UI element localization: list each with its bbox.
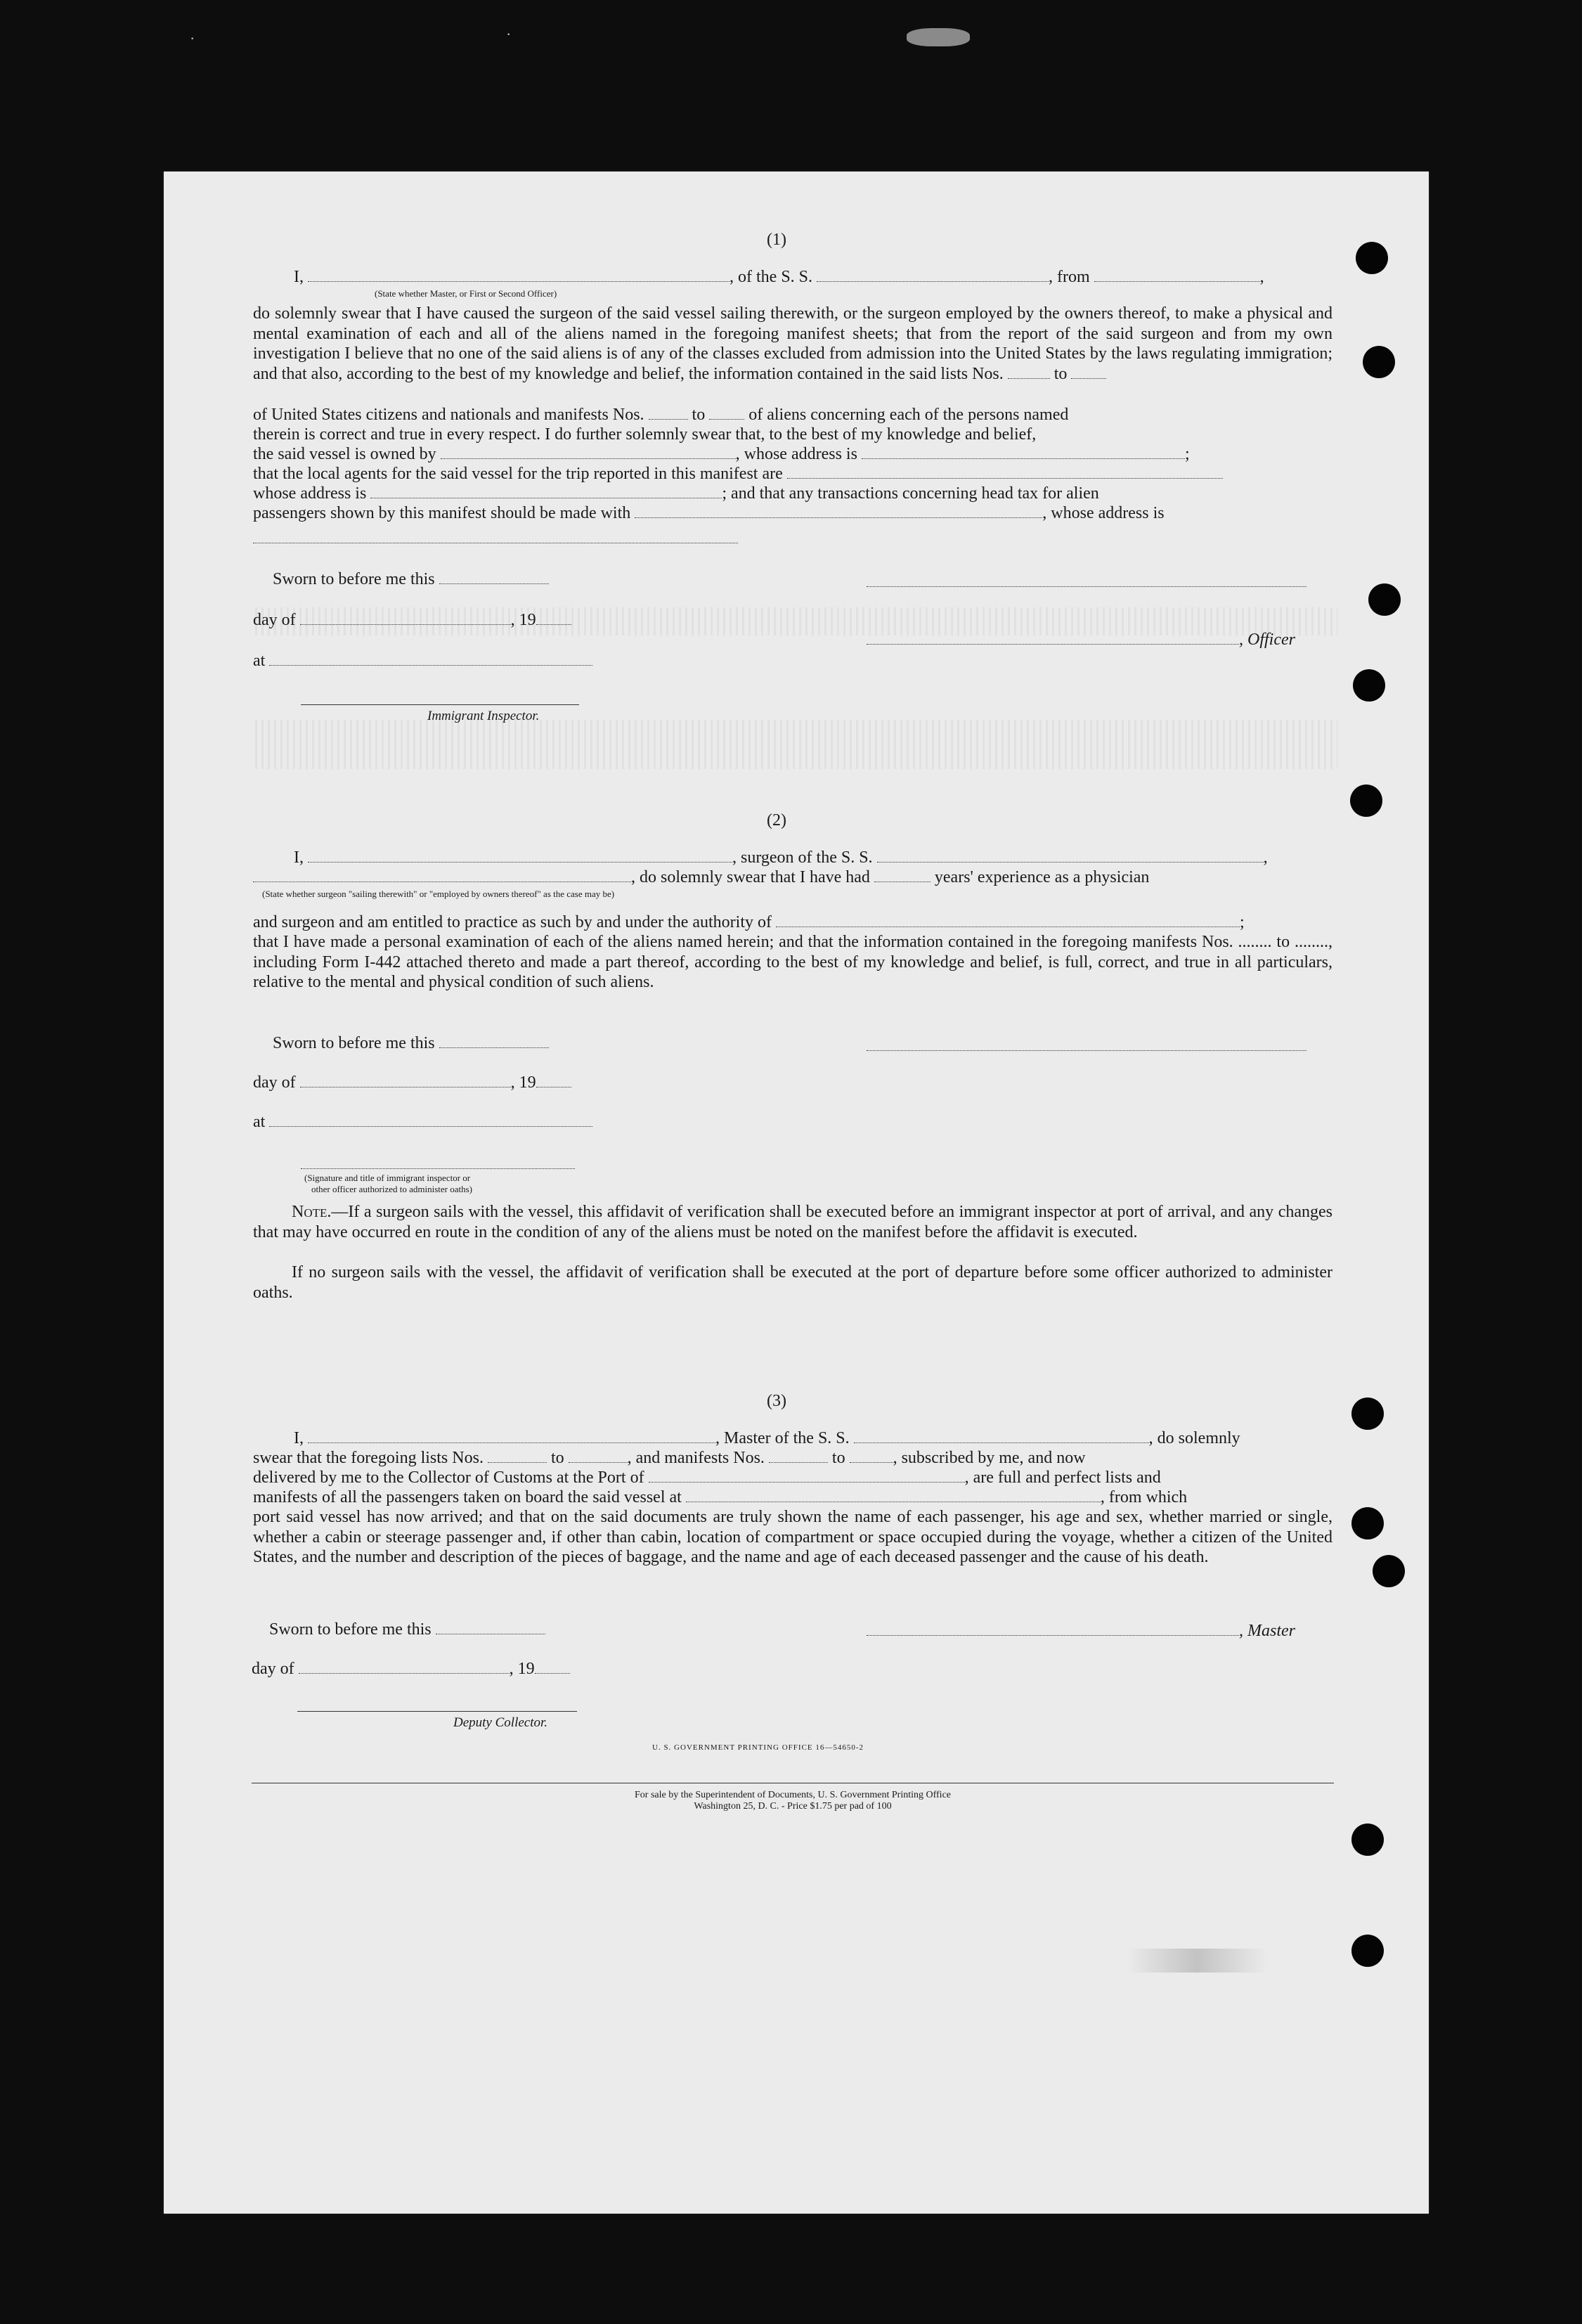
section-1-body — [253, 304, 1333, 384]
lists-from-field[interactable] — [1008, 366, 1050, 379]
text: , whose address is — [1042, 504, 1165, 522]
scan-speck: · — [506, 25, 512, 43]
manifest-to-field[interactable] — [850, 1450, 893, 1463]
section-2-day-of — [253, 1073, 571, 1092]
section-3-day-of — [252, 1659, 570, 1679]
sworn-day-field[interactable] — [439, 571, 549, 584]
sworn-day-field[interactable] — [439, 1035, 549, 1048]
text: day of — [252, 1660, 294, 1678]
text: , Master — [1239, 1622, 1295, 1640]
surgeon-name-field[interactable] — [308, 849, 732, 863]
owner-address-field[interactable] — [862, 446, 1185, 459]
text: to — [550, 1449, 564, 1467]
section-1-at — [253, 651, 592, 671]
master-name-field[interactable] — [308, 1430, 715, 1443]
text: , whose address is — [735, 445, 857, 463]
authority-field[interactable] — [776, 914, 1240, 927]
text: , 19 — [510, 1073, 536, 1092]
text: whose address is — [253, 484, 367, 503]
text: , — [1263, 848, 1268, 867]
text: , from which — [1100, 1488, 1188, 1506]
deputy-signature-line[interactable] — [297, 1711, 577, 1712]
officer-signature-field[interactable] — [867, 631, 1239, 645]
agents-field[interactable] — [787, 465, 1223, 479]
text: , surgeon of the S. S. — [732, 848, 873, 867]
text: —If a surgeon sails with the vessel, this affidavit of verification shall be executed before an immigrant inspector at port of arrival, and any changes that may have occurred en route in the condition of any of the aliens must be noted on the manifest before the affidavit is executed. — [253, 1203, 1333, 1241]
text: do solemnly swear that I have caused the surgeon of the said vessel sailing therewith, or the surgeon employed by the owners thereof, to make a physical and mental examination of each and all of the aliens named in the foregoing manifest sheets; that from the report of the said surgeon and from my own investigation I believe that no one of the said aliens is of any of the classes excluded from admission into the United States by the laws regulating immigration; and that also, according to the best of my knowledge and belief, the information contained in the said lists Nos. — [253, 304, 1333, 383]
vessel-name-field[interactable] — [817, 269, 1049, 282]
sworn-year-field[interactable] — [536, 1074, 571, 1087]
punch-hole — [1363, 346, 1395, 378]
punch-hole — [1356, 242, 1388, 274]
scan-speck: · — [190, 30, 195, 47]
punch-hole — [1351, 1397, 1384, 1430]
footer-line-2: Washington 25, D. C. - Price $1.75 per pad of 100 — [694, 1801, 892, 1812]
punch-hole — [1353, 669, 1385, 702]
years-experience-field[interactable] — [874, 869, 931, 882]
text: to — [692, 406, 706, 424]
section-2-line-2 — [253, 867, 1149, 887]
surgeon-signature-line[interactable] — [867, 1050, 1307, 1051]
section-1-line-citizens — [253, 405, 1068, 425]
text: ; and that any transactions concerning head tax for alien — [722, 484, 1099, 503]
text: , — [1259, 268, 1264, 286]
section-1-day-of — [253, 610, 571, 630]
agents-address-field[interactable] — [370, 485, 722, 498]
text: swear that the foregoing lists Nos. — [253, 1449, 484, 1467]
sworn-day-field[interactable] — [436, 1621, 545, 1634]
embarkation-port-field[interactable] — [686, 1489, 1101, 1502]
section-3-sworn — [269, 1620, 545, 1639]
section-1-line-address — [253, 484, 1099, 503]
sworn-month-field[interactable] — [299, 1660, 510, 1674]
sworn-year-field[interactable] — [536, 612, 571, 625]
document-page — [164, 172, 1429, 2214]
section-3-line-2 — [253, 1448, 1086, 1468]
sworn-month-field[interactable] — [300, 1074, 511, 1087]
inspector-caption: Immigrant Inspector. — [427, 709, 540, 723]
lists-from-field[interactable] — [488, 1450, 547, 1463]
manifest-to-field[interactable] — [709, 406, 744, 420]
punch-hole — [1351, 1823, 1384, 1856]
text: and surgeon and am entitled to practice as such by and under the authority of — [253, 913, 772, 931]
punch-hole — [1351, 1935, 1384, 1967]
manifest-from-field[interactable] — [649, 406, 688, 420]
sworn-place-field[interactable] — [269, 652, 592, 666]
text: , do solemnly — [1148, 1429, 1240, 1447]
section-2-at — [253, 1112, 592, 1132]
surgeon-status-field[interactable] — [253, 869, 631, 882]
text: delivered by me to the Collector of Customs at the Port of — [253, 1468, 644, 1487]
section-3-line-4 — [253, 1487, 1187, 1507]
text: , and manifests Nos. — [627, 1449, 765, 1467]
departure-port-field[interactable] — [1094, 269, 1260, 282]
text: Sworn to before me this — [269, 1620, 432, 1639]
officer-signature-line-top[interactable] — [867, 586, 1307, 587]
text: , do solemnly swear that I have had — [631, 868, 870, 886]
punch-hole — [1368, 583, 1401, 616]
section-2-line-1 — [294, 848, 1268, 867]
section-3-number: (3) — [767, 1392, 786, 1410]
section-2-sworn — [273, 1033, 549, 1053]
text: day of — [253, 611, 296, 629]
text: Sworn to before me this — [273, 570, 435, 588]
officer-signature — [867, 630, 1295, 650]
section-1-line-agents — [253, 464, 1223, 484]
text: at — [253, 1113, 266, 1131]
text: that the local agents for the said vessel for the trip reported in this manifest are — [253, 465, 783, 483]
text: Sworn to before me this — [273, 1034, 435, 1052]
section-1-number: (1) — [767, 231, 786, 249]
text: ; — [1184, 445, 1190, 463]
scan-smudge — [907, 28, 970, 46]
note-paragraph-1 — [253, 1202, 1333, 1242]
signature-note-1: (Signature and title of immigrant inspector or — [304, 1173, 471, 1183]
printing-office-code: U. S. GOVERNMENT PRINTING OFFICE 16—54650-2 — [652, 1743, 864, 1752]
bleed-through — [255, 720, 1337, 769]
text: I, — [294, 1429, 304, 1447]
text: to — [1053, 364, 1068, 383]
text: I, — [294, 268, 304, 286]
surgeon-vessel-field[interactable] — [877, 849, 1264, 863]
text: of aliens concerning each of the persons named — [748, 406, 1069, 424]
manifest-from-field[interactable] — [769, 1450, 828, 1463]
section-2-authority — [253, 912, 1245, 932]
text: the said vessel is owned by — [253, 445, 436, 463]
surgeon-note: (State whether surgeon "sailing therewith" or "employed by owners thereof" as the case may be) — [262, 889, 615, 899]
text: , from — [1049, 268, 1090, 286]
deputy-caption: Deputy Collector. — [453, 1715, 548, 1730]
signature-note-2: other officer authorized to administer oaths) — [311, 1184, 472, 1194]
section-1-line-correct: therein is correct and true in every respect. I do further solemnly swear that, to the best of my knowledge and belief, — [253, 425, 1037, 444]
text: years' experience as a physician — [934, 868, 1150, 886]
text: of United States citizens and nationals and manifests Nos. — [253, 406, 644, 424]
text: manifests of all the passengers taken on board the said vessel at — [253, 1488, 682, 1506]
master-signature-field[interactable] — [867, 1622, 1239, 1636]
text: at — [253, 652, 266, 670]
faded-stamp — [1127, 1949, 1267, 1973]
master-vessel-field[interactable] — [854, 1430, 1149, 1443]
officer-name-field[interactable] — [308, 269, 730, 282]
text: , Master of the S. S. — [715, 1429, 850, 1447]
section-1-line-1 — [294, 267, 1264, 287]
sworn-place-field[interactable] — [269, 1113, 592, 1127]
scan-border — [0, 0, 1582, 169]
officer-note: (State whether Master, or First or Second Officer) — [375, 288, 557, 299]
text: day of — [253, 1073, 296, 1092]
inspector-signature-line[interactable] — [301, 704, 579, 705]
text: , 19 — [509, 1660, 535, 1678]
lists-to-field[interactable] — [1071, 366, 1106, 379]
section-3-line-1 — [294, 1428, 1240, 1448]
note-paragraph-2: If no surgeon sails with the vessel, the affidavit of verification shall be executed at the port of departure before some officer authorized to administer oaths. — [253, 1263, 1333, 1302]
punch-hole — [1351, 1507, 1384, 1539]
section-2-number: (2) — [767, 811, 786, 829]
section-1-sworn — [273, 569, 549, 589]
footer — [396, 1790, 1190, 1812]
section-2-body: that I have made a personal examination of each of the aliens named herein; and that the information contained in the foregoing manifests Nos. ........ to ........, including Form I-442 attached thereto and made a part thereof, according to the best of my knowledge and belief, is full, correct, and true in all particulars, relative to the mental and physical condition of such aliens. — [253, 933, 1333, 992]
text: ; — [1240, 913, 1245, 931]
section-1-line-owned — [253, 444, 1190, 464]
text: , subscribed by me, and now — [893, 1449, 1086, 1467]
owner-field[interactable] — [441, 446, 736, 459]
note-heading: Note. — [292, 1203, 332, 1221]
inspector-signature-line[interactable] — [301, 1168, 575, 1169]
collector-port-field[interactable] — [649, 1469, 965, 1483]
lists-to-field[interactable] — [569, 1450, 628, 1463]
text: to — [831, 1449, 845, 1467]
section-3-line-3 — [253, 1468, 1161, 1487]
sworn-month-field[interactable] — [300, 612, 511, 625]
text: I, — [294, 848, 304, 867]
sworn-year-field[interactable] — [535, 1660, 570, 1674]
text: passengers shown by this manifest should be made with — [253, 504, 631, 522]
section-1-line-passengers — [253, 503, 1165, 523]
text: , 19 — [510, 611, 536, 629]
footer-line-1: For sale by the Superintendent of Documents, U. S. Government Printing Office — [635, 1790, 951, 1800]
master-signature — [867, 1621, 1295, 1641]
section-3-body: port said vessel has now arrived; and that on the said documents are truly shown the name of each passenger, his age and sex, whether married or single, whether a cabin or steerage passenger and, if other than cabin, location of compartment or space occupied during the voyage, whether a citizen of the United States, and the number and description of the pieces of baggage, and the name and age of each deceased passenger and the cause of his death. — [253, 1508, 1333, 1567]
punch-hole — [1350, 785, 1382, 817]
text: , are full and perfect lists and — [964, 1468, 1161, 1487]
head-tax-party-field[interactable] — [635, 505, 1042, 518]
punch-hole — [1373, 1555, 1405, 1587]
text: , Officer — [1239, 631, 1295, 649]
text: , of the S. S. — [730, 268, 813, 286]
